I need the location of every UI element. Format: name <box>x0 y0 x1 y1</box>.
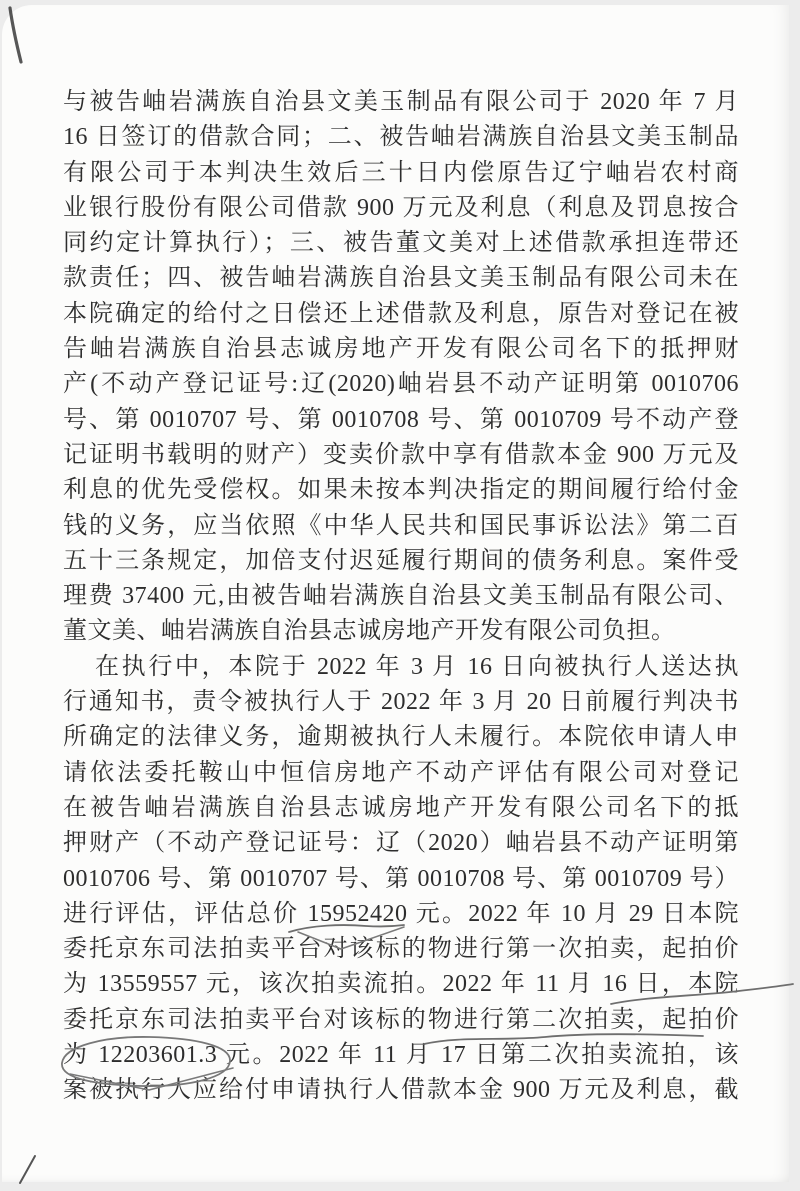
text-line: 款责任；四、被告岫岩满族自治县文美玉制品有限公司未在 <box>63 265 739 292</box>
text-line: 同约定计算执行）；三、被告董文美对上述借款承担连带还 <box>63 230 739 257</box>
text-line: 号、第 0010707 号、第 0010708 号、第 0010709 号不动产登 <box>63 406 739 433</box>
text-line: 利息的优先受偿权。如果未按本判决指定的期间履行给付金 <box>63 477 739 504</box>
text-line: 押财产（不动产登记证号：辽（2020）岫岩县不动产证明第 <box>63 830 739 857</box>
text-line: 五十三条规定，加倍支付迟延履行期间的债务利息。案件受 <box>63 547 739 574</box>
text-line: 钱的义务，应当依照《中华人民共和国民事诉讼法》第二百 <box>63 512 739 539</box>
text-line: 委托京东司法拍卖平台对该标的物进行第一次拍卖，起拍价 <box>63 936 739 963</box>
text-line: 请依法委托鞍山中恒信房地产不动产评估有限公司对登记 <box>63 759 739 786</box>
text-line-paragraph-end: 董文美、岫岩满族自治县志诚房地产开发有限公司负担。 <box>63 618 676 645</box>
text-line: 告岫岩满族自治县志诚房地产开发有限公司名下的抵押财 <box>63 336 739 363</box>
paper-sheet <box>2 5 789 1182</box>
text-line: 记证明书载明的财产）变卖价款中享有借款本金 900 万元及 <box>63 441 739 468</box>
text-line-first-auction: 为 13559557 元，该次拍卖流拍。2022 年 11 月 16 日，本院 <box>63 971 739 998</box>
text-line: 在被告岫岩满族自治县志诚房地产开发有限公司名下的抵 <box>63 794 739 821</box>
text-line: 案被执行人应给付申请执行人借款本金 900 万元及利息，截 <box>63 1077 739 1104</box>
text-line-appraisal-value: 进行评估，评估总价 15952420 元。2022 年 10 月 29 日本院 <box>63 900 739 927</box>
text-line-second-auction: 为 12203601.3 元。2022 年 11 月 17 日第二次拍卖流拍，该 <box>63 1042 739 1069</box>
text-line: 有限公司于本判决生效后三十日内偿原告辽宁岫岩农村商 <box>63 159 739 186</box>
text-line: 所确定的法律义务，逾期被执行人未履行。本院依申请人申 <box>63 724 739 751</box>
text-line: 委托京东司法拍卖平台对该标的物进行第二次拍卖，起拍价 <box>63 1006 739 1033</box>
text-line: 产(不动产登记证号:辽(2020)岫岩县不动产证明第 0010706 <box>63 371 739 398</box>
text-line: 理费 37400 元,由被告岫岩满族自治县文美玉制品有限公司、 <box>63 583 739 610</box>
text-line-paragraph-start: 在执行中，本院于 2022 年 3 月 16 日向被执行人送达执 <box>95 653 739 680</box>
text-line: 0010706 号、第 0010707 号、第 0010708 号、第 0010709 号） <box>63 865 739 892</box>
text-line: 与被告岫岩满族自治县文美玉制品有限公司于 2020 年 7 月 <box>63 89 739 115</box>
text-line: 行通知书，责令被执行人于 2022 年 3 月 20 日前履行判决书 <box>63 689 739 716</box>
body-text <box>63 85 739 1109</box>
text-line: 业银行股份有限公司借款 900 万元及利息（利息及罚息按合 <box>63 194 739 221</box>
text-line: 本院确定的给付之日偿还上述借款及利息，原告对登记在被 <box>63 300 739 327</box>
text-line: 16 日签订的借款合同；二、被告岫岩满族自治县文美玉制品 <box>63 124 739 151</box>
